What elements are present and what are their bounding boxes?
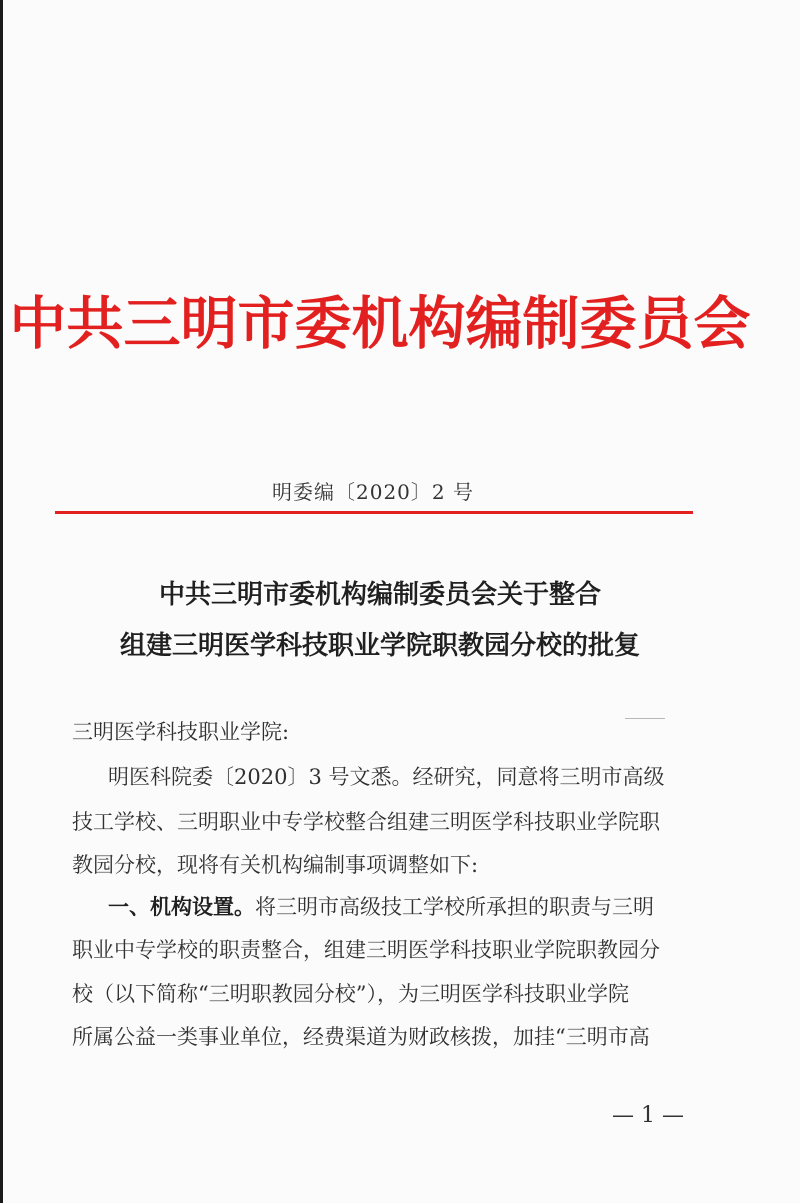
paragraph-2-line-4: 所属公益一类事业单位，经费渠道为财政核拨，加挂“三明市高 [72,1025,650,1049]
scan-artifact-mark [625,718,665,719]
paragraph-2-line-3: 校（以下简称“三明职教园分校”），为三明医学科技职业学院 [72,982,629,1006]
document-title-line-1: 中共三明市委机构编制委员会关于整合 [158,580,601,610]
page-number: — 1 — [612,1103,684,1128]
paragraph-2-line-1 [108,897,708,918]
section-heading-institution-setup: 一、机构设置。 [108,895,255,919]
document-title-line-2: 组建三明医学科技职业学院职教园分校的批复 [119,631,640,661]
document-number: 明委编〔2020〕2 号 [272,480,474,504]
paragraph-2-line-2: 职业中专学校的职责整合，组建三明医学科技职业学院职教园分 [72,938,660,962]
paragraph-1-line-1: 明医科院委〔2020〕3 号文悉。经研究，同意将三明市高级 [108,765,665,789]
paragraph-1-line-2: 技工学校、三明职业中专学校整合组建三明医学科技职业学院职 [72,810,660,834]
red-separator-line [55,511,693,514]
issuing-org-header: 中共三明市委机构编制委员会 [9,291,751,357]
addressee: 三明医学科技职业学院: [72,720,290,744]
paragraph-2-line-1-text: 将三明市高级技工学校所承担的职责与三明 [255,895,654,919]
paragraph-1-line-3: 教园分校，现将有关机构编制事项调整如下: [72,853,479,877]
